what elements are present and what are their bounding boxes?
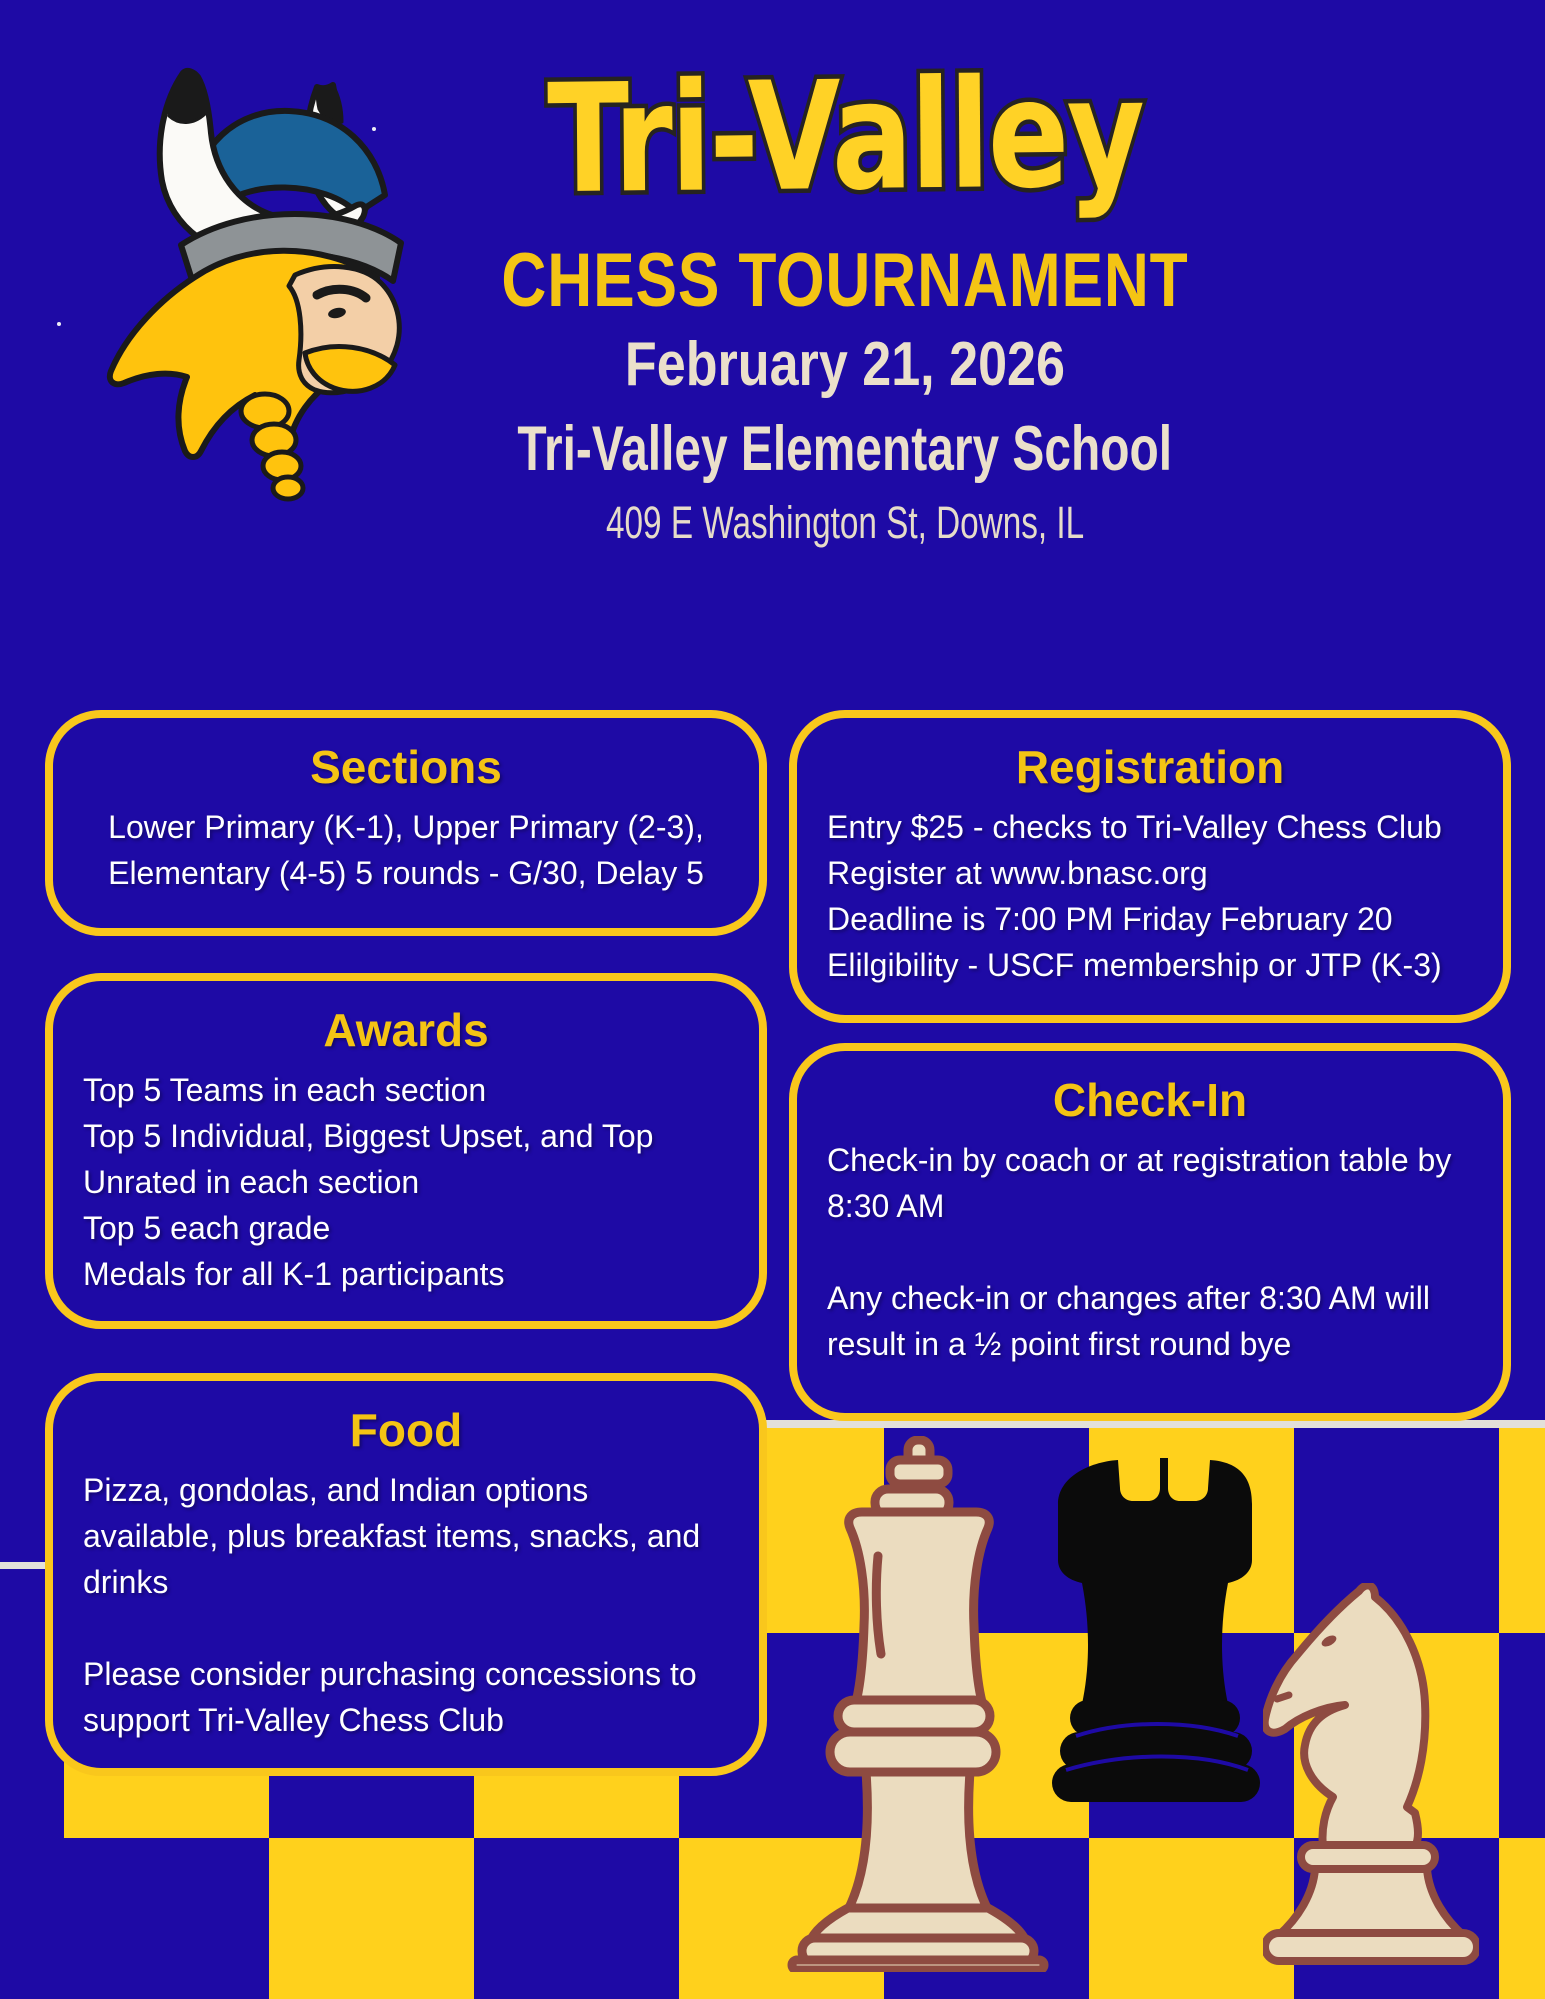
- food-heading: Food: [349, 1404, 463, 1456]
- black-rook-icon: [1040, 1452, 1270, 1802]
- food-box: [45, 1373, 767, 1776]
- food-paragraph: Pizza, gondolas, and Indian options available, plus breakfast items, snacks, and drinks: [83, 1472, 701, 1600]
- registration-box: [789, 710, 1511, 1023]
- white-king-icon: [750, 1436, 1082, 1972]
- event-venue: Tri-Valley Elementary School: [517, 414, 1173, 484]
- awards-box: [45, 973, 767, 1329]
- checkin-box: [789, 1043, 1511, 1421]
- checkin-paragraph: Any check-in or changes after 8:30 AM will result in a ½ point first round bye: [827, 1280, 1430, 1362]
- awards-line: Top 5 Teams in each section: [83, 1072, 487, 1108]
- registration-line: Register at www.bnasc.org: [827, 855, 1208, 891]
- awards-line: Top 5 each grade: [83, 1210, 331, 1246]
- sections-heading: Sections: [310, 741, 502, 793]
- registration-line: Elilgibility - USCF membership or JTP (K-3): [827, 947, 1442, 983]
- spacer: [83, 1605, 729, 1651]
- viking-mascot-icon: [65, 35, 430, 510]
- registration-heading: Registration: [1015, 741, 1285, 793]
- food-paragraph: Please consider purchasing concessions to support Tri-Valley Chess Club: [83, 1656, 697, 1738]
- page-title: [280, 46, 1410, 228]
- sections-line: Elementary (4-5) 5 rounds - G/30, Delay 5: [108, 855, 704, 891]
- subtitle-text: CHESS TOURNAMENT: [501, 238, 1189, 323]
- registration-line: Deadline is 7:00 PM Friday February 20: [827, 901, 1393, 937]
- awards-line: Top 5 Individual, Biggest Upset, and Top Unrated in each section: [83, 1118, 654, 1200]
- sections-box: [45, 710, 767, 936]
- title-text: Tri-Valley: [546, 46, 1144, 228]
- registration-line: Entry $25 - checks to Tri-Valley Chess Club: [827, 809, 1442, 845]
- event-date: February 21, 2026: [624, 330, 1066, 399]
- left-edge-line: [0, 1562, 45, 1569]
- table-edge-line: [752, 1420, 1545, 1428]
- background-speck: [57, 322, 61, 326]
- spacer: [827, 1229, 1473, 1275]
- page-subtitle: [280, 238, 1410, 323]
- sections-line: Lower Primary (K-1), Upper Primary (2-3),: [108, 809, 704, 845]
- checkin-heading: Check-In: [1052, 1074, 1248, 1126]
- checkin-paragraph: Check-in by coach or at registration table by 8:30 AM: [827, 1142, 1452, 1224]
- awards-heading: Awards: [323, 1004, 489, 1056]
- event-address: 409 E Washington St, Downs, IL: [605, 497, 1085, 548]
- awards-line: Medals for all K-1 participants: [83, 1256, 505, 1292]
- white-knight-icon: [1263, 1583, 1479, 1983]
